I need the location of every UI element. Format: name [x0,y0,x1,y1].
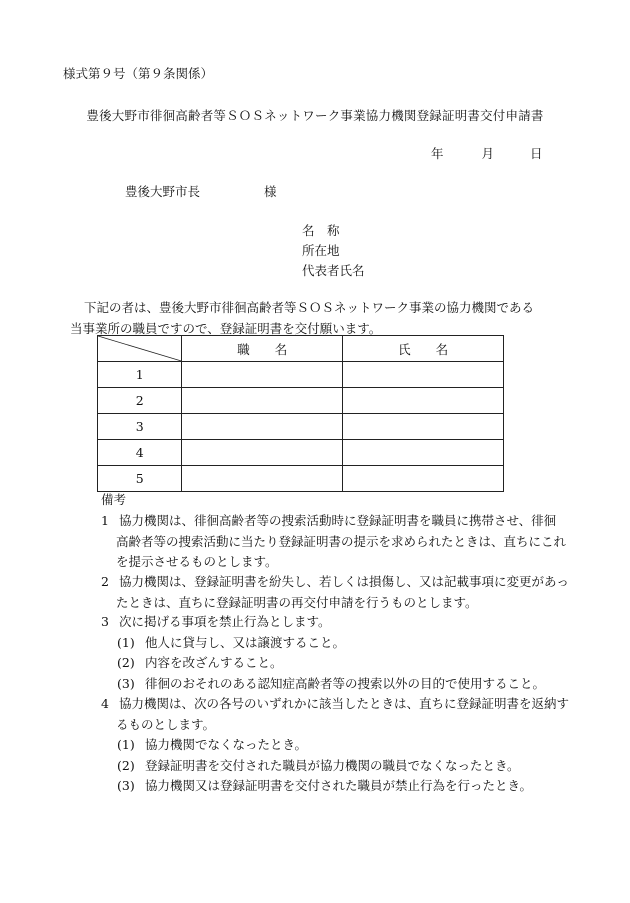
name-cell[interactable] [343,388,504,414]
note-number: 4 [101,696,109,711]
note-text: るものとします。 [116,716,216,732]
list-item: (3) 協力機関又は登録証明書を交付された職員が禁止行為を行ったとき。 [117,778,533,793]
date-year-label: 年 [431,146,444,161]
form-number: 様式第９号（第９条関係） [63,66,214,81]
note-number: 3 [101,614,109,629]
list-item: (3) 徘徊のおそれのある認知症高齢者等の捜索以外の目的で使用すること。 [117,675,546,691]
addressee-honorific: 様 [264,184,277,199]
note-text: 高齢者等の捜索活動に当たり登録証明書の提示を求められたときは、直ちにこれ [116,533,567,549]
name-cell[interactable] [343,440,504,466]
position-cell[interactable] [182,466,343,492]
date-line [431,144,542,162]
position-cell[interactable] [182,362,343,388]
note-2 [101,572,571,613]
date-day-label: 日 [529,146,543,161]
applicant-name-label: 名 称 [302,223,340,238]
note-text: 協力機関は、次の各号のいずれかに該当したときは、直ちに登録証明書を返納す [118,696,569,711]
row-number: 1 [98,362,182,388]
intro-paragraph [70,297,584,339]
notes-heading: 備考 [101,492,127,507]
row-number: 4 [98,440,182,466]
table-row [98,388,504,414]
member-table [97,335,504,492]
table-corner-cell [98,336,182,362]
intro-line-1: 下記の者は、豊後大野市徘徊高齢者等ＳＯＳネットワーク事業の協力機関である [84,300,535,315]
header-position: 職 名 [182,336,343,362]
note-1 [101,511,571,573]
list-item: (2) 内容を改ざんすること。 [117,655,283,670]
addressee-name: 豊後大野市長 [125,184,201,199]
note-number: 1 [101,513,109,528]
note-text: を提示させるものとします。 [116,554,278,569]
note-3 [101,612,571,694]
name-cell[interactable] [343,466,504,492]
note-number: 2 [101,574,109,589]
position-cell[interactable] [182,440,343,466]
list-item: (2) 登録証明書を交付された職員が協力機関の職員でなくなったとき。 [117,757,520,773]
intro-line-2: 当事業所の職員ですので、登録証明書を交付願います。 [70,321,382,336]
row-number: 2 [98,388,182,414]
date-month-label: 月 [481,146,494,161]
table-row [98,440,504,466]
name-cell[interactable] [343,414,504,440]
position-cell[interactable] [182,388,343,414]
row-number: 5 [98,466,182,492]
list-item: (1) 他人に貸与し、又は譲渡すること。 [117,634,346,650]
note-text: たときは、直ちに登録証明書の再交付申請を行うものとします。 [116,594,478,610]
table-header-row [98,336,504,362]
note-text: 協力機関は、徘徊高齢者等の捜索活動時に登録証明書を職員に携帯させ、徘徊 [118,513,557,528]
name-cell[interactable] [343,362,504,388]
note-text: 次に掲げる事項を禁止行為とします。 [118,614,331,629]
applicant-representative-label: 代表者氏名 [302,263,365,278]
table-row [98,414,504,440]
header-name: 氏 名 [343,336,504,362]
diagonal-line-icon [98,336,181,361]
note-4 [101,694,571,797]
table-row [98,466,504,492]
applicant-address-label: 所在地 [302,243,340,258]
row-number: 3 [98,414,182,440]
note-text: 協力機関は、登録証明書を紛失し、若しくは損傷し、又は記載事項に変更があっ [118,574,569,589]
document-title: 豊後大野市徘徊高齢者等ＳＯＳネットワーク事業協力機関登録証明書交付申請書 [86,108,544,123]
addressee [125,182,277,200]
position-cell[interactable] [182,414,343,440]
list-item: (1) 協力機関でなくなったとき。 [117,737,308,752]
table-row [98,362,504,388]
